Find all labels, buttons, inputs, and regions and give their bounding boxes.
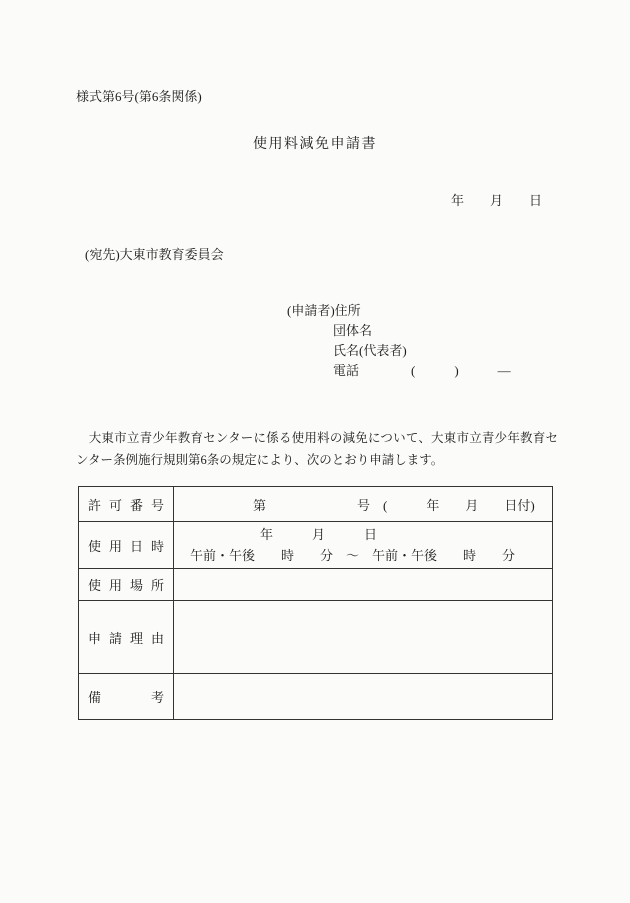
document-title: 使用料減免申請書 bbox=[253, 137, 377, 152]
reason-label: 申 請 理 由 bbox=[88, 630, 164, 646]
table-row-permit-number bbox=[79, 487, 553, 522]
use-datetime-label: 使 用 日 時 bbox=[88, 538, 164, 554]
form-number: 様式第6号(第6条関係) bbox=[76, 89, 202, 104]
application-statement: 大東市立青少年教育センターに係る使用料の減免について、大東市立青少年教育センター条例施行規則第6条の規定により、次のとおり申請します。 bbox=[76, 431, 558, 467]
applicant-organization-line: 団体名 bbox=[333, 323, 373, 338]
use-time-value: 午前・午後 時 分 ～ 午前・午後 時 分 bbox=[190, 548, 516, 563]
use-date-value: 年 月 日 bbox=[260, 527, 378, 542]
date-line: 年 月 日 bbox=[450, 193, 542, 208]
applicant-phone-line: 電話 ( ) — bbox=[333, 363, 511, 378]
applicant-name-line: 氏名(代表者) bbox=[333, 343, 407, 358]
remarks-label: 備 考 bbox=[88, 690, 164, 705]
table-row-remarks bbox=[79, 674, 553, 720]
recipient-line: (宛先)大東市教育委員会 bbox=[85, 247, 224, 262]
permit-number-label: 許 可 番 号 bbox=[88, 497, 164, 513]
applicant-address-line: (申請者)住所 bbox=[287, 303, 361, 318]
use-place-label: 使 用 場 所 bbox=[88, 578, 164, 593]
table-row-use-datetime bbox=[79, 522, 553, 569]
table-row-reason bbox=[79, 601, 553, 674]
permit-number-value: 第 号 ( 年 月 日付) bbox=[253, 497, 535, 513]
table-row-use-place bbox=[79, 569, 553, 601]
application-form-table bbox=[78, 486, 553, 720]
